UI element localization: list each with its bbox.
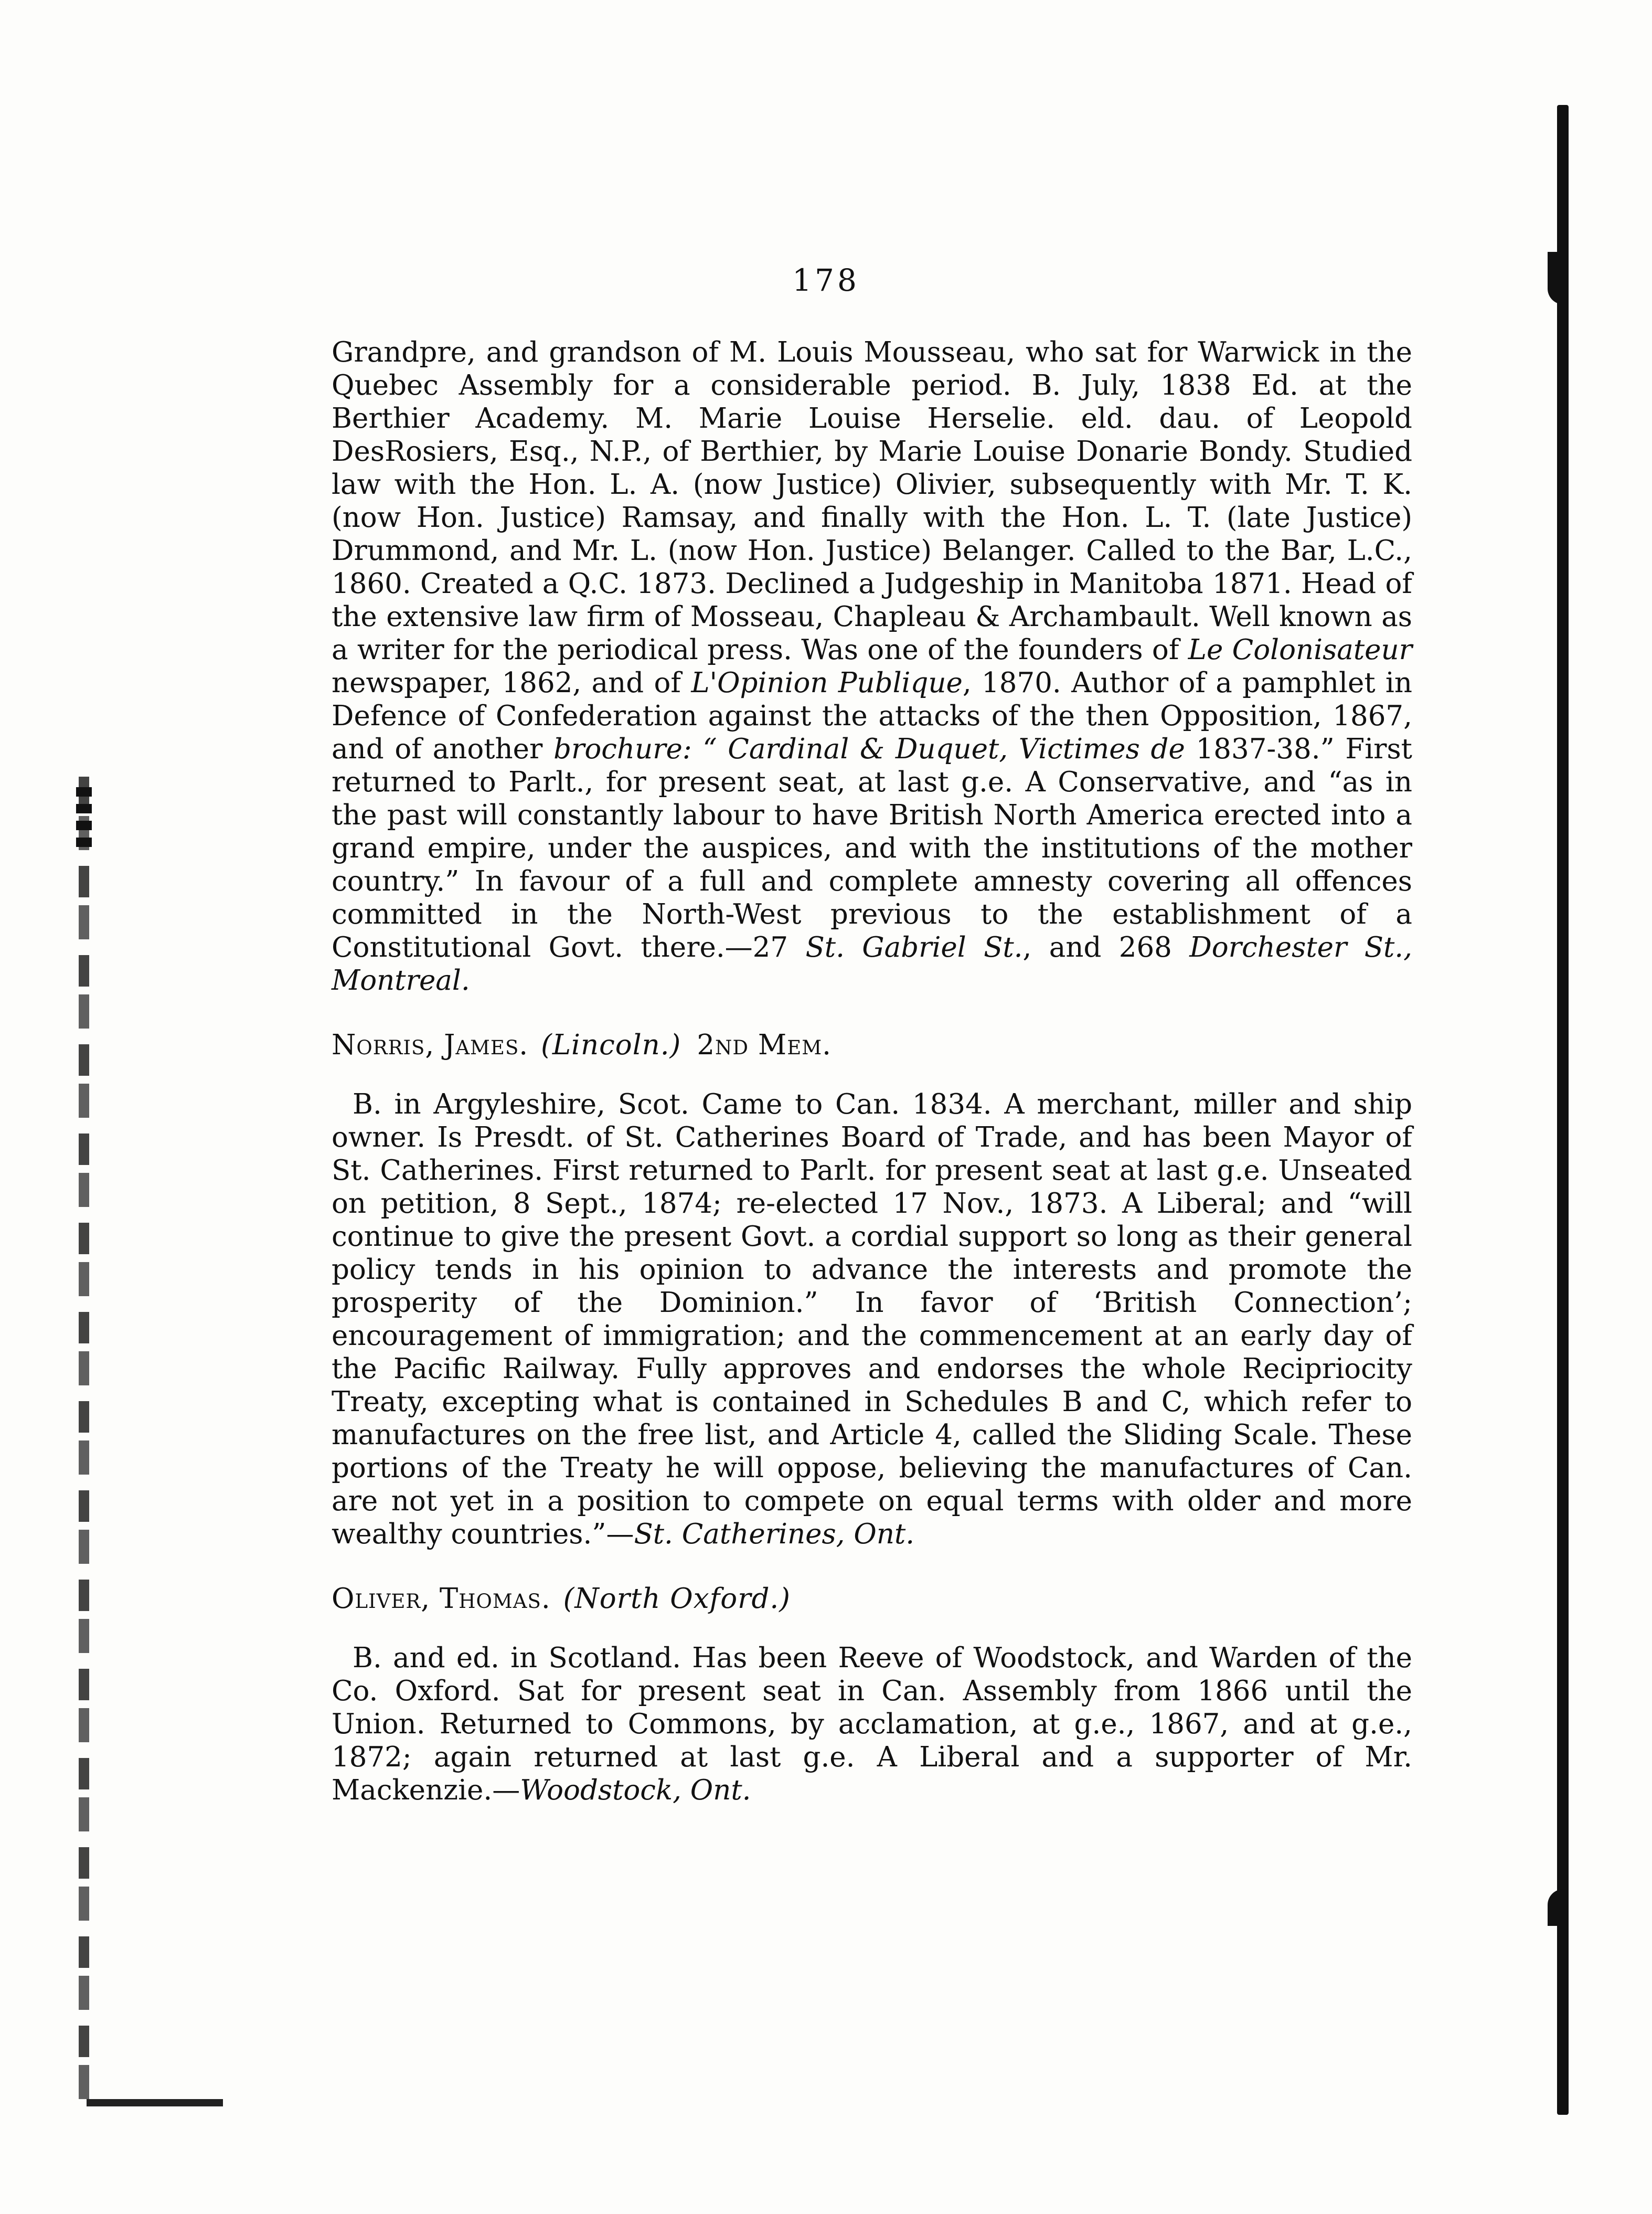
entry-body-oliver <box>332 1641 1412 1807</box>
bottom-edge-mark <box>87 2099 223 2106</box>
binding-edge <box>1557 105 1569 2115</box>
text-run: newspaper, 1862, and of <box>332 667 691 699</box>
text-run: Grandpre, and grandson of M. Louis Mousseau, who sat for Warwick in the Quebec Assembly for a considerable period. B. July, 1838 Ed. at the Berthier Academy. M. Marie Louise Herselie. eld. dau. of Leopold DesRosiers, Esq., N.P., of Berthier, by Marie Louise Donarie Bondy. Studied law with the Hon. L. A. (now Justice) Olivier, subsequently with Mr. T. K. (now Hon. Justice) Ramsay, and finally with the Hon. L. T. (late Justice) Drummond, and Mr. L. (now Hon. Justice) Belanger. Called to the Bar, L.C., 1860. Created a Q.C. 1873. Declined a Judgeship in Manitoba 1871. Head of the extensive law firm of Mosseau, Chapleau & Archambault. Well known as a writer for the periodical press. Was one of the founders of <box>332 336 1412 666</box>
binding-notch-bottom <box>1548 1889 1569 1926</box>
address: Dorchester St., Montreal. <box>332 931 1412 997</box>
text-run: B. in Argyleshire, Scot. Came to Can. 1834. A merchant, miller and ship owner. Is Presdt. of St. Catherines Board of Trade, and has been Mayor of St. Catherines. First returned to Parlt. for present seat at last g.e. Unseated on petition, 8 Sept., 1874; re-elected 17 Nov., 1873. A Liberal; and “will continue to give the present Govt. a cordial support so long as their general policy tends in his opinion to advance the interests and promote the prosperity of the Dominion.” In favor of ‘British Connection’; encouragement of immigration; and the commencement at an early day of the Pacific Railway. Fully approves and endorses the whole Recipriocity Treaty, excepting what is contained in Schedules B and C, which refer to manufactures on the free list, and Article 4, called the Sliding Scale. These portions of the Treaty he will oppose, believing the manufactures of Can. are not yet in a position to compete on equal terms with older and more wealthy countries.”— <box>332 1088 1412 1550</box>
text-run: , and 268 <box>1022 931 1190 963</box>
newspaper-title: L'Opinion Publique <box>691 667 963 699</box>
entry-heading-norris <box>332 1029 1412 1062</box>
left-page-edge <box>79 777 89 2110</box>
text-run: B. and ed. in Scotland. Has been Reeve of Woodstock, and Warden of the Co. Oxford. Sat for present seat in Can. Assembly from 1866 until the Union. Returned to Commons, by acclamation, at g.e., 1867, and at g.e., 1872; again returned at last g.e. A Liberal and a supporter of Mr. Mackenzie.— <box>332 1642 1412 1806</box>
brochure-title: brochure: “ Cardinal & Duquet, Victimes de <box>553 733 1185 765</box>
address: St. Catherines, Ont. <box>634 1518 915 1550</box>
riding-name: (North Oxford.) <box>563 1583 791 1615</box>
entry-heading-oliver <box>332 1582 1412 1615</box>
left-edge-marks <box>76 787 92 850</box>
entry-body-norris <box>332 1088 1412 1551</box>
member-number: 2nd Mem. <box>697 1029 832 1061</box>
page-body <box>332 336 1412 1807</box>
newspaper-title: Le Colonisateur <box>1188 634 1412 666</box>
member-name: Norris, James. <box>332 1029 529 1061</box>
address: St. Gabriel St. <box>805 931 1023 963</box>
member-name: Oliver, Thomas. <box>332 1583 551 1615</box>
text-run: , 1870. Author of a pamphlet in Defence of Confederation against the attacks of the then Opposition, 1867, and of another <box>332 667 1412 765</box>
riding-name: (Lincoln.) <box>541 1029 681 1061</box>
page-number: 178 <box>792 262 860 298</box>
continued-entry-body <box>332 336 1412 997</box>
address: Woodstock, Ont. <box>520 1774 751 1806</box>
text-run: 1837-38.” First returned to Parlt., for present seat, at last g.e. A Conservative, and “as in the past will constantly labour to have British North America erected into a grand empire, under the auspices, and with the institutions of the mother country.” In favour of a full and complete amnesty covering all offences committed in the North-West previous to the establishment of a Constitutional Govt. there.—27 <box>332 733 1412 963</box>
